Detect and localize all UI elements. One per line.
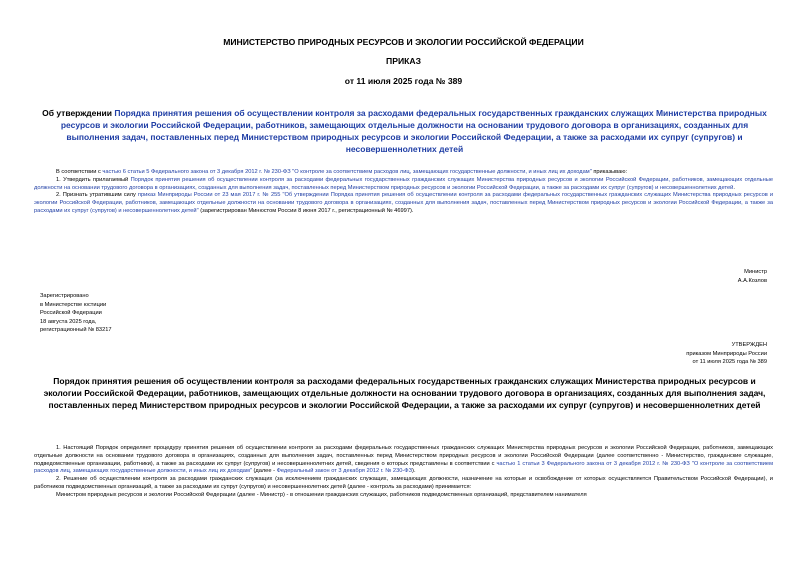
registration-line-1: Зарегистрировано (40, 293, 89, 299)
para-1-law-link[interactable]: частью 1 статьи 3 Федерального закона от 3 декабря 2012 г. № 230-ФЗ "О контроле за соответствием расходов лиц, замещающих государственные должности, и иных лиц их доходам" (34, 460, 774, 475)
item-1-text-end: . (733, 184, 735, 191)
title-link[interactable]: Порядка принятия решения об осуществлении контроля за расходами федеральных государственных гражданских служащих Министерства природных ресурсов и экологии Российской Федерации, работников, замещающих отдельные должности на основании трудового договора в организациях, созданных для выполнения задач, поставленных перед Министерством природных ресурсов и экологии Российской Федерации, а также за расходами их супруг (супругов) и несовершеннолетних детей (60, 108, 767, 154)
procedure-title: Порядок принятия решения об осуществлении контроля за расходами федеральных государственных гражданских служащих Министерства природных ресурсов и экологии Российской Федерации, работников, замещающих отдельные должности на основании трудового договора в организациях, созданных для выполнения задач, поставленных перед Министерством природных ресурсов и экологии Российской Федерации, а также за расходами их супруг (супругов) и несовершеннолетних детей (43, 376, 766, 410)
registration-line-4: 18 августа 2025 года, (40, 318, 97, 325)
approval-line-3: от 11 июля 2025 года № 389 (692, 359, 767, 366)
item-1-text: 1. Утвердить прилагаемый (56, 176, 131, 183)
para-1-text: 1. Настоящий Порядок определяет процедуру принятия решения об осуществлении контроля за расходами федеральных государственных гражданских служащих Министерства природных ресурсов и экологии Российской Федерации, работников, замещающих отдельные должности на основании трудового договора в организациях, созданных для выполнения задач, поставленных перед Министерством природных ресурсов и экологии Российской Федерации (далее соответственно - Министерство, гражданские служащие, подведомственные организации, работники), а также за расходами их супруг (супругов) и несовершеннолетних детей, сведения о которых представлены в соответствии с (34, 445, 773, 467)
approval-line-2: приказом Минприроды России (686, 350, 767, 357)
registration-line-3: Российской Федерации (40, 310, 102, 317)
ministry-heading: МИНИСТЕРСТВО ПРИРОДНЫХ РЕСУРСОВ И ЭКОЛОГИИ РОССИЙСКОЙ ФЕДЕРАЦИИ (223, 37, 584, 47)
item-1-paragraph (34, 177, 773, 193)
preamble-law-link[interactable]: частью 6 статьи 5 Федерального закона от 3 декабря 2012 г. № 230-ФЗ "О контроле за соответствием расходов лиц, замещающих государственные должности, и иных лиц их доходам" (102, 169, 592, 175)
preamble-text-end: приказываю: (591, 169, 628, 175)
registration-line-5: регистрационный № 83217 (40, 327, 112, 334)
order-body (34, 169, 773, 216)
preamble-paragraph (34, 169, 773, 177)
item-2-text-end: (зарегистрирован Минюстом России 8 июня 2017 г., регистрационный № 46997). (198, 207, 414, 214)
item-1-link[interactable]: Порядок принятия решения об осуществлении контроля за расходами федеральных государственных гражданских служащих Министерства природных ресурсов и экологии Российской Федерации, работников, замещающих отдельные должности на основании трудового договора в организациях, созданных для выполнения задач, поставленных перед Министерством природных ресурсов и экологии Российской Федерации, а также за расходами их супруг (супругов) и несовершеннолетних детей (34, 176, 773, 191)
signature-block (738, 268, 767, 285)
procedure-paragraph-1 (34, 445, 773, 476)
approval-line-1: УТВЕРЖДЕН (731, 342, 767, 348)
signature-position: Министр (744, 269, 767, 275)
para-1-law-link-2[interactable]: Федеральный закон от 3 декабря 2012 г. № 230-ФЗ (276, 468, 413, 475)
approval-block (686, 341, 767, 367)
preamble-text: В соответствии с (56, 169, 103, 175)
doc-date-number: от 11 июля 2025 года № 389 (344, 76, 463, 86)
procedure-body (34, 445, 773, 500)
procedure-paragraph-2: 2. Решение об осуществлении контроля за расходами гражданских служащих (за исключением гражданских служащих, замещающих должности, назначение на которые и освобождение от которых осуществляется Правительством Российской Федерации), и работников подведомственных организаций, а также за расходами их супруг (супругов) и несовершеннолетних детей (далее - контроль за расходами) принимается: (34, 476, 773, 490)
para-1-text-3: ). (412, 468, 416, 475)
doc-type-heading: ПРИКАЗ (386, 56, 421, 66)
title-prefix: Об утверждении (42, 108, 115, 118)
item-2-link[interactable]: приказ Минприроды России от 23 мая 2017 г. № 255 "Об утверждении Порядка принятия решения об осуществлении контроля за расходами федеральных государственных гражданских служащих Министерства природных ресурсов и экологии Российской Федерации, работников, замещающих отдельные должности на основании трудового договора в организациях, созданных для выполнения задач, поставленных перед Министерством природных ресурсов и экологии Российской Федерации, а также за расходами их супруг (супругов) и несовершеннолетних детей" (34, 192, 774, 214)
signature-name: А.А.Козлов (737, 277, 767, 284)
registration-line-2: в Министерстве юстиции (40, 301, 107, 308)
registration-block (40, 292, 112, 335)
procedure-paragraph-3: Министром природных ресурсов и экологии Российской Федерации (далее - Министр) - в отношении гражданских служащих, работников подведомственных организаций, представителем нанимателя (56, 491, 587, 498)
document-title (34, 107, 775, 155)
para-1-text-2: (далее - (251, 468, 277, 475)
item-2-text: 2. Признать утратившим силу (56, 192, 138, 199)
item-2-paragraph (34, 192, 773, 215)
